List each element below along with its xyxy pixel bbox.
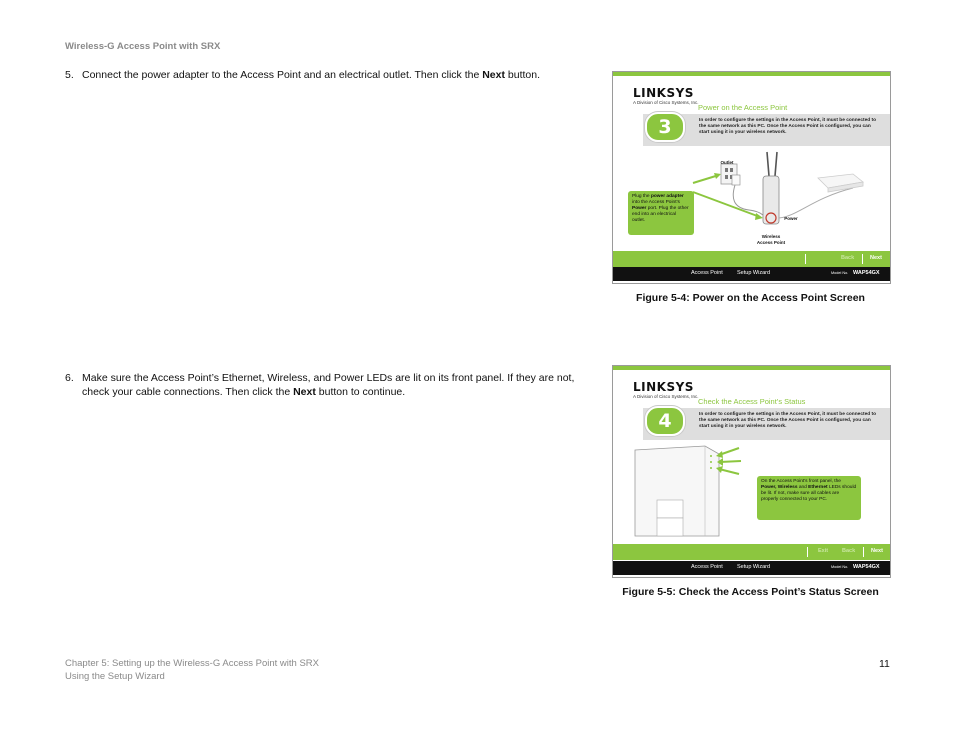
figure-5-4-caption: Figure 5-4: Power on the Access Point Screen [636, 292, 865, 304]
arrow-to-led-3 [719, 469, 739, 474]
nav-separator [862, 254, 863, 264]
step-5 [65, 68, 585, 84]
step-number: 5. [65, 69, 74, 81]
top-accent-bar [613, 72, 890, 76]
navigation-bar [613, 544, 890, 560]
figure-5-5-caption: Figure 5-5: Check the Access Point’s Status Screen [622, 586, 879, 598]
next-button[interactable]: Next [870, 255, 882, 261]
model-number: WAP54GX [853, 564, 880, 570]
wizard-label: Setup Wizard [737, 270, 771, 276]
next-button[interactable]: Next [871, 548, 883, 554]
navigation-bar [613, 251, 890, 267]
arrow-to-led-2 [720, 461, 741, 462]
power-label: Power [784, 216, 798, 221]
logo-subtitle: A Division of Cisco Systems, Inc. [633, 394, 699, 399]
exit-button[interactable]: Exit [818, 548, 829, 554]
page-number: 11 [879, 658, 890, 670]
step-badge: 3 [645, 112, 685, 142]
step-6 [65, 371, 595, 403]
figure-5-5-screenshot [612, 365, 891, 578]
section-title: Using the Setup Wizard [65, 671, 165, 682]
wireless-led-icon [710, 461, 712, 463]
page-footer [65, 657, 319, 683]
step-badge: 4 [645, 406, 685, 436]
model-number: WAP54GX [853, 270, 880, 276]
device-label: Wireless Access Point [756, 234, 786, 245]
ethernet-led-icon [710, 467, 712, 469]
power-led-icon [710, 455, 712, 457]
step-text: Connect the power adapter to the Access Point and an electrical outlet. Then click the Next button. [82, 69, 541, 81]
running-header: Wireless-G Access Point with SRX [65, 41, 221, 52]
antenna-right-icon [775, 152, 777, 176]
instruction-callout: On the Access Point’s front panel, the Power, Wireless and Ethernet LEDs should be lit. If not, make sure all cables are properly connected to your PC. [757, 476, 861, 520]
back-button[interactable]: Back [841, 255, 855, 261]
arrow-to-port [693, 192, 760, 217]
model-number-label: Model No. [831, 565, 849, 569]
nav-separator [807, 547, 808, 557]
product-label: Access Point [691, 270, 723, 276]
instruction-callout: Plug the power adapter into the Access Point’s Power port. Plug the other end into an electrical outlet. [628, 191, 694, 235]
access-point-device-icon [763, 176, 779, 224]
status-bar [613, 561, 890, 575]
top-accent-bar [613, 366, 890, 370]
outlet-label: Outlet [720, 160, 734, 165]
nav-separator [863, 547, 864, 557]
instruction-text: In order to configure the settings in the Access Point, it must be connected to the same network as this PC. Once the Access Point is configured, you can start using it in your wireless network. [699, 118, 877, 136]
step-number: 6. [65, 372, 74, 384]
wizard-label: Setup Wizard [737, 564, 771, 570]
linksys-logo: LINKSYS [633, 380, 694, 394]
screen-title: Power on the Access Point [698, 103, 788, 112]
instruction-text: In order to configure the settings in the Access Point, it must be connected to the same network as this PC. Once the Access Point is configured, you can start using it in your wireless network. [699, 412, 877, 430]
product-label: Access Point [691, 564, 723, 570]
nav-separator [805, 254, 806, 264]
power-adapter-icon [732, 175, 740, 185]
antenna-left-icon [767, 152, 769, 176]
model-number-label: Model No. [831, 271, 849, 275]
linksys-logo: LINKSYS [633, 86, 694, 100]
step-text-line-1: Make sure the Access Point’s Ethernet, Wireless, and Power LEDs are lit on its front panel. If they are not, [82, 372, 575, 384]
screen-title: Check the Access Point’s Status [698, 397, 806, 406]
chapter-title: Chapter 5: Setting up the Wireless-G Access Point with SRX [65, 658, 319, 669]
step-text-line-2: check your cable connections. Then click the Next button to continue. [82, 386, 406, 398]
logo-subtitle: A Division of Cisco Systems, Inc. [633, 100, 699, 105]
status-bar [613, 267, 890, 281]
figure-5-4-screenshot [612, 71, 891, 284]
back-button[interactable]: Back [842, 548, 856, 554]
